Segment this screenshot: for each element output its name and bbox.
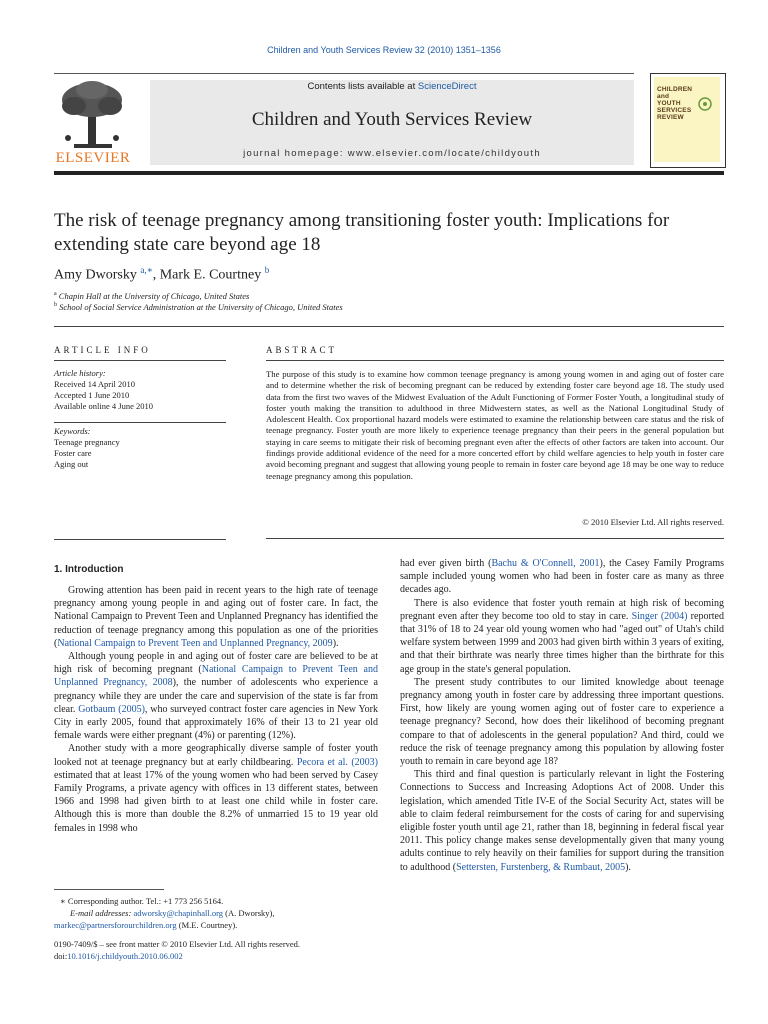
abstract-bottom-rule <box>266 538 724 539</box>
journal-reference[interactable]: Children and Youth Services Review 32 (2010) 1351–1356 <box>267 45 501 55</box>
affiliation-a <box>54 291 249 301</box>
author-affiliation-marker[interactable]: a,∗ <box>140 265 153 275</box>
keywords-label: Keywords: <box>54 426 91 436</box>
journal-name: Children and Youth Services Review <box>251 109 533 130</box>
cover-title-line: REVIEW <box>657 114 684 121</box>
email-line <box>54 907 378 919</box>
paragraph-text: Growing attention has been paid in recent years to the high rate of teenage pregnancy among young people in and aging out of foster care. In fact, the National Campaign to Prevent Teen and Unplanned Pregnancy has identified the reduction of teenage pregnancy among this population as one of the priorities ( <box>54 585 378 649</box>
cover-emblem-icon <box>697 96 713 112</box>
article-info-rule <box>54 360 226 361</box>
citation-link[interactable]: Pecora et al. (2003) <box>296 756 378 768</box>
keyword: Teenage pregnancy <box>54 437 120 447</box>
paragraph-text: ). <box>332 637 339 649</box>
affiliation-marker: b <box>54 302 57 309</box>
body-column-left <box>54 584 378 835</box>
cover-title-line: YOUTH <box>657 100 681 107</box>
email-owner: (A. Dworsky), <box>223 908 275 918</box>
citation-link[interactable]: Singer (2004) <box>631 610 688 622</box>
email-line <box>54 919 378 931</box>
email-link[interactable]: adworsky@chapinhall.org <box>133 908 224 918</box>
corresponding-author <box>54 895 378 907</box>
affiliation-text: Chapin Hall at the University of Chicago, United States <box>58 291 250 301</box>
doi-line <box>54 950 394 962</box>
article-info-heading: ARTICLE INFO <box>54 345 151 355</box>
keywords <box>54 426 226 470</box>
online-date: Available online 4 June 2010 <box>54 401 153 411</box>
paragraph-text: This third and final question is particularly relevant in light the Fostering Connections to Success and Increasing Adoptions Act of 2008. Under this legislation, which amended Title IV-E of the Social Security Act, states will be able to claim federal reimbursement for the costs of caring for and supervising eligible foster youth until age 21, rather than 18, beginning in federal fiscal year 2011. This policy change makes sense developmentally given that many young adults continue to rely heavily on their families for support during the transition to adulthood ( <box>400 769 724 873</box>
paragraph <box>400 597 724 676</box>
section-heading: 1. Introduction <box>54 564 124 575</box>
paragraph-text: ). <box>625 861 631 873</box>
keyword: Foster care <box>54 448 92 458</box>
author-name[interactable]: Mark E. Courtney <box>159 267 262 283</box>
citation-link[interactable]: National Campaign to Prevent Teen and Unplanned Pregnancy, 2009 <box>57 637 333 649</box>
abstract-copyright: © 2010 Elsevier Ltd. All rights reserved. <box>582 517 724 527</box>
paragraph-text: ), the Casey Family Programs sample included young women who had been in foster care as many as three decades ago. <box>400 558 724 596</box>
paragraph-text: Although young people in and aging out of foster care are believed to be at high risk of becoming pregnant ( <box>54 651 378 676</box>
paragraph-text: reported that 31% of 18 to 24 year old young women who had "aged out" of Utah's child welfare system between 1999 and 2003 had given birth within 3 years of exiting, and that their birthrate was nearly three times higher than the birthrate for this age group in the state's general population. <box>400 610 724 675</box>
citation-link[interactable]: Settersten, Furstenberg, & Rumbaut, 2005 <box>456 861 626 873</box>
paragraph-text: ), the number of adolescents who experience a pregnancy while they are under the care and supervision of the state is far from clear. <box>54 677 378 715</box>
paragraph <box>54 650 378 742</box>
received-date: Received 14 April 2010 <box>54 379 135 389</box>
issn-line: 0190-7409/$ – see front matter © 2010 Elsevier Ltd. All rights reserved. <box>54 939 301 949</box>
cover-title <box>657 86 692 121</box>
paragraph <box>54 584 378 650</box>
paragraph-text: There is also evidence that foster youth remain at high risk of becoming pregnant even after they become too old to stay in care. <box>400 597 724 622</box>
affiliation-marker: a <box>54 291 57 298</box>
header-bottom-rule <box>54 171 724 175</box>
contents-line <box>150 81 634 92</box>
article-info-bottom-rule <box>54 539 226 540</box>
email-link[interactable]: markec@partnersforourchildren.org <box>54 920 177 930</box>
page-footer <box>54 938 394 962</box>
paragraph-text: estimated that at least 17% of the young women who had been served by Casey Family Programs, a private agency with offices in 13 different states, between 1966 and 1998 had given birth to at least one child while in foster care. Although this is more than double the 8.2% of unmarried 15 to 19 year old females in 1998 who <box>54 769 378 834</box>
keywords-rule <box>54 422 226 423</box>
paragraph <box>54 742 378 834</box>
citation-link[interactable]: National Campaign to Prevent Teen and Unplanned Pregnancy, 2008 <box>54 664 378 689</box>
author-name[interactable]: Amy Dworsky <box>54 267 137 283</box>
contents-prefix: Contents lists available at <box>307 81 418 92</box>
author-affiliation-marker[interactable]: b <box>264 265 270 275</box>
footnote-rule <box>54 889 164 890</box>
keyword: Aging out <box>54 459 89 469</box>
header-top-rule <box>54 73 634 74</box>
author-line: Amy Dworsky $^{a,∗}$, Mark E. Courtney $^b$ <box>54 265 270 283</box>
abstract-heading: ABSTRACT <box>266 345 338 355</box>
history-label: Article history: <box>54 368 106 378</box>
elsevier-wordmark: ELSEVIER <box>55 150 131 166</box>
footnote-text: Corresponding author. Tel.: +1 773 256 5164. <box>65 896 224 906</box>
doi-label: doi: <box>54 951 68 961</box>
article-history <box>54 368 226 412</box>
footnote <box>54 895 378 931</box>
paragraph-text: , who surveyed contract foster care agencies in New York City in early 2005, found that approximately 16% of their 13 to 21 year old female wards were either pregnant (4%) or parenting (12%). <box>54 703 378 742</box>
email-owner: (M.E. Courtney). <box>176 920 238 930</box>
paragraph-text: had ever given birth ( <box>400 558 492 569</box>
paragraph <box>400 768 724 874</box>
body-column-right <box>400 557 724 874</box>
info-top-rule <box>54 326 724 327</box>
cover-title-line: and <box>657 93 670 100</box>
paragraph <box>400 557 724 597</box>
journal-homepage[interactable]: journal homepage: www.elsevier.com/locate/childyouth <box>243 148 541 159</box>
footnote-marker: ∗ <box>60 896 66 906</box>
citation-link[interactable]: Bachu & O'Connell, 2001 <box>491 558 600 569</box>
affiliation-b <box>54 302 343 312</box>
affiliation-text: School of Social Service Administration at the University of Chicago, United States <box>59 302 343 312</box>
citation-link[interactable]: Gotbaum (2005) <box>78 703 145 715</box>
email-label: E-mail addresses: <box>70 908 132 918</box>
cover-title-line: SERVICES <box>657 107 692 114</box>
paragraph-text: Another study with a more geographically diverse sample of foster youth looked not at teenage pregnancy but at early childbearing. <box>54 743 378 768</box>
cover-title-line: CHILDREN <box>657 86 693 93</box>
abstract-rule <box>266 360 724 361</box>
accepted-date: Accepted 1 June 2010 <box>54 390 130 400</box>
paragraph: The present study contributes to our limited knowledge about teenage pregnancy among youth in foster care by addressing three important questions. First, how likely are young women aging out of foster care to experience a teenage pregnancy? Second, how does their likelihood of becoming pregnant compare to that of adolescents in the general population? And third, could we reduce the risk of teenage pregnancy among this population by allowing foster youth to remain in care beyond age 18? <box>400 676 724 768</box>
abstract-text: The purpose of this study is to examine how common teenage pregnancy is among young women in and aging out of foster care and to determine whether the risk of becoming pregnant can be reduced by extending foster care beyond age 18. The study used data from the first two waves of the Midwest Evaluation of the Adult Functioning of Former Foster Youth, a longitudinal study of foster youth making the transition to adulthood in three Midwestern states, as well as the National Longitudinal Study of Adolescent Health. Cox proportional hazard models were estimated to examine the relationship between care status and the risk of teenage pregnancy. Foster youth are more likely to experience teenage pregnancy than their peers in the general population but staying in care seems to mitigate their risk of becoming pregnant even after the effects of other factors are taken into account. Our findings provide additional evidence of the need for a more concerted effort by child welfare agencies to help youth in foster care avoid becoming pregnant and suggest that allowing young people to remain in foster care beyond age 18 may be one way to reduce teenage pregnancy among this population. <box>266 369 724 481</box>
sciencedirect-link[interactable]: ScienceDirect <box>417 81 477 92</box>
journal-cover-thumbnail[interactable] <box>650 73 726 168</box>
doi-link[interactable]: 10.1016/j.childyouth.2010.06.002 <box>67 951 183 961</box>
article-title: The risk of teenage pregnancy among transitioning foster youth: Implications for extending state care beyond age 18 <box>54 210 670 255</box>
